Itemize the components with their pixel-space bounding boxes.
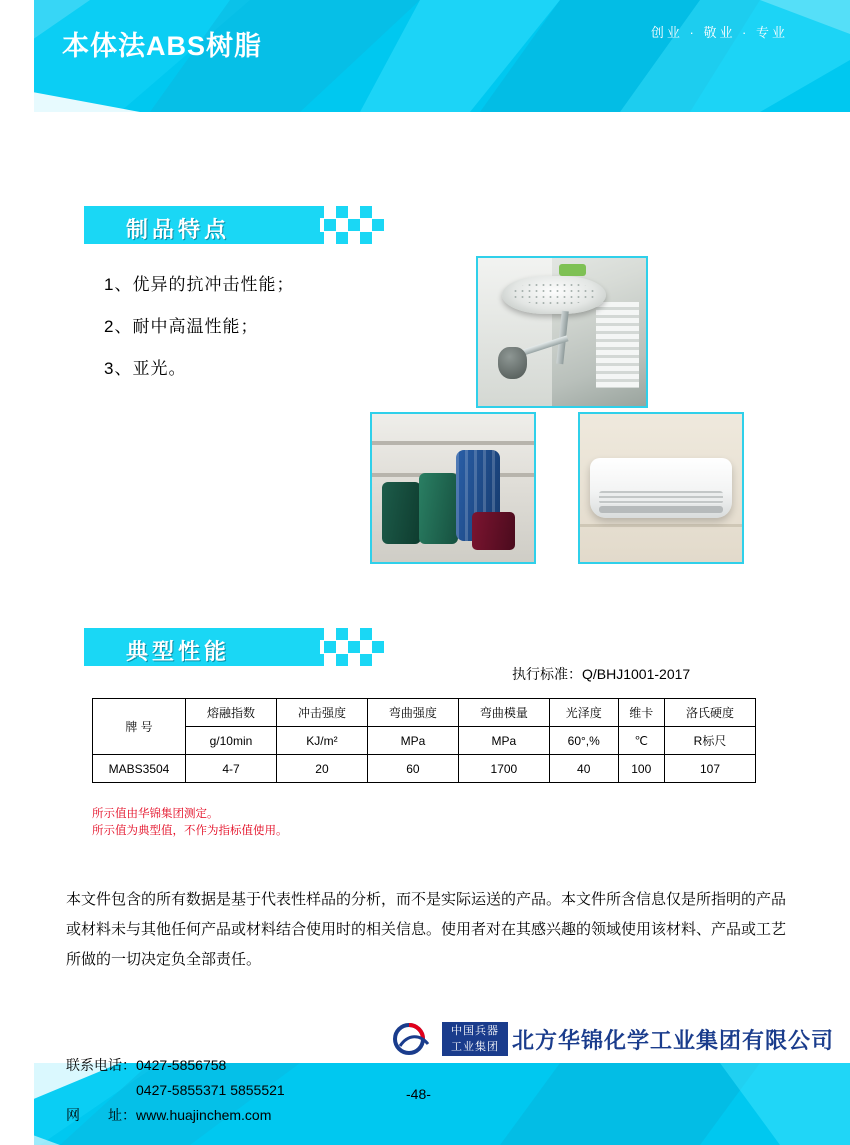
air-conditioner-photo bbox=[578, 412, 744, 564]
banner-tagline: 创业 · 敬业 · 专业 bbox=[650, 25, 788, 40]
cell-vicat: 100 bbox=[618, 755, 664, 783]
table-header-gloss: 光泽度 bbox=[549, 699, 618, 727]
feature-item-2: 2、耐中高温性能； bbox=[104, 317, 259, 336]
table-notes bbox=[92, 806, 288, 839]
table-unit-impact-strength: KJ/m² bbox=[276, 727, 367, 755]
page-title: 本体法ABS树脂 bbox=[62, 31, 263, 61]
badge-line-1: 中国兵器 bbox=[451, 1025, 499, 1037]
norinco-badge bbox=[442, 1022, 508, 1056]
cell-flexural-modulus: 1700 bbox=[458, 755, 549, 783]
feature-item-3: 3、亚光。 bbox=[104, 359, 187, 378]
table-header-flexural-strength: 弯曲强度 bbox=[367, 699, 458, 727]
table-header-brand: 牌 号 bbox=[93, 699, 186, 755]
contact-website[interactable]: 网 址：www.huajinchem.com bbox=[66, 1107, 272, 1123]
table-unit-gloss: 60°,% bbox=[549, 727, 618, 755]
execution-standard: 执行标准：Q/BHJ1001-2017 bbox=[512, 666, 691, 682]
page-banner bbox=[0, 0, 850, 112]
table-unit-flexural-modulus: MPa bbox=[458, 727, 549, 755]
features-section-heading bbox=[84, 206, 384, 244]
company-name: 北方华锦化学工业集团有限公司 bbox=[512, 1028, 835, 1053]
performance-heading-text: 典型性能 bbox=[126, 639, 231, 664]
table-unit-vicat: ℃ bbox=[618, 727, 664, 755]
features-heading-text: 制品特点 bbox=[126, 217, 231, 242]
cell-impact-strength: 20 bbox=[276, 755, 367, 783]
table-header-flexural-modulus: 弯曲模量 bbox=[458, 699, 549, 727]
table-note-2: 所示值为典型值，不作为指标值使用。 bbox=[92, 824, 288, 837]
feature-item-1: 1、优异的抗冲击性能； bbox=[104, 275, 295, 294]
cell-flexural-strength: 60 bbox=[367, 755, 458, 783]
left-white-margin bbox=[0, 0, 34, 1145]
contact-phone-line-1: 联系电话：0427-5856758 bbox=[66, 1057, 227, 1073]
norinco-logo-icon bbox=[392, 1020, 440, 1058]
heading-checker-pattern bbox=[312, 628, 384, 666]
contact-phone-line-2: 0427-5855371 5855521 bbox=[136, 1082, 285, 1098]
table-unit-rockwell-hardness: R标尺 bbox=[664, 727, 755, 755]
table-unit-flexural-strength: MPa bbox=[367, 727, 458, 755]
cell-grade: MABS3504 bbox=[93, 755, 186, 783]
typical-performance-table bbox=[92, 698, 756, 783]
table-header-rockwell-hardness: 洛氏硬度 bbox=[664, 699, 755, 727]
table-header-vicat: 维卡 bbox=[618, 699, 664, 727]
badge-line-2: 工业集团 bbox=[451, 1041, 499, 1053]
table-header-row-1 bbox=[93, 699, 756, 727]
features-list bbox=[104, 270, 434, 396]
table-header-melt-index: 熔融指数 bbox=[186, 699, 277, 727]
table-header-impact-strength: 冲击强度 bbox=[276, 699, 367, 727]
table-row bbox=[93, 755, 756, 783]
disclaimer-text: 本文件包含的所有数据是基于代表性样品的分析，而不是实际运送的产品。本文件所含信息仅是所指明的产品或材料未与其他任何产品或材料结合使用时的相关信息。使用者对在其感兴趣的领域使用该材料、产品或工艺所做的一切决定负全部责任。 bbox=[66, 891, 787, 968]
page-number: -48- bbox=[406, 1086, 431, 1102]
table-note-1: 所示值由华锦集团测定。 bbox=[92, 808, 219, 820]
cell-rockwell-hardness: 107 bbox=[664, 755, 755, 783]
heading-checker-pattern bbox=[312, 206, 384, 244]
shower-head-photo bbox=[476, 256, 648, 408]
cell-melt-index: 4-7 bbox=[186, 755, 277, 783]
luggage-photo bbox=[370, 412, 536, 564]
performance-section-heading bbox=[84, 628, 384, 666]
contact-info bbox=[66, 1053, 285, 1128]
cell-gloss: 40 bbox=[549, 755, 618, 783]
table-unit-melt-index: g/10min bbox=[186, 727, 277, 755]
table-header-row-2 bbox=[93, 727, 756, 755]
